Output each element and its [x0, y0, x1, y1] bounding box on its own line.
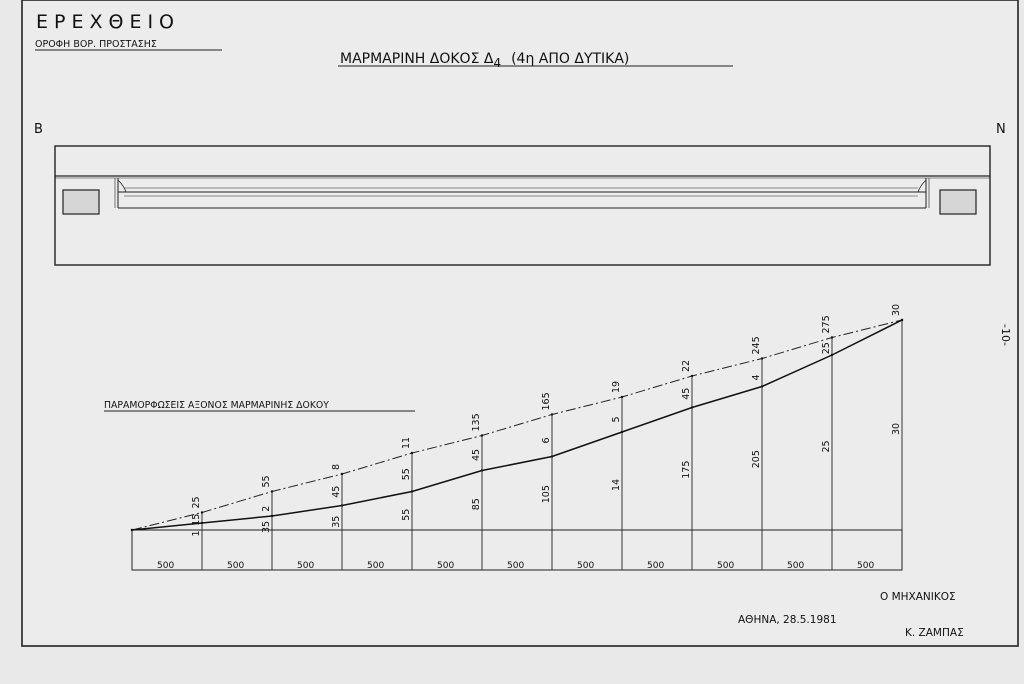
page-number: -10-: [999, 324, 1012, 346]
curve-label: 6: [541, 437, 552, 444]
station-label: 35: [331, 515, 342, 528]
station-label: 205: [751, 450, 762, 469]
reference-point: [551, 413, 553, 415]
station-label: 25: [821, 440, 832, 453]
upper-label: 22: [681, 359, 692, 372]
reference-point: [761, 357, 763, 359]
upper-label: 55: [261, 475, 272, 488]
curve-label: 15: [191, 513, 202, 526]
reference-point: [481, 434, 483, 436]
curve-point: [761, 385, 763, 387]
curve-label: 45: [681, 387, 692, 400]
span-label: 500: [227, 561, 245, 571]
station-label: 85: [471, 498, 482, 511]
span-label: 500: [437, 561, 455, 571]
reference-point: [691, 375, 693, 377]
upper-label: 30: [891, 303, 902, 316]
upper-label: 11: [401, 436, 412, 449]
span-label: 500: [367, 561, 385, 571]
reference-point: [621, 396, 623, 398]
sheet-border: [22, 0, 1018, 646]
upper-label: 245: [751, 336, 762, 355]
reference-point: [901, 319, 903, 321]
curve-label: 55: [401, 468, 412, 481]
upper-label: 19: [611, 380, 622, 393]
station-label: 55: [401, 508, 412, 521]
curve-point: [271, 515, 273, 517]
span-label: 500: [297, 561, 315, 571]
station-label: 1: [191, 530, 202, 537]
curve-label: 5: [611, 416, 622, 423]
station-label: 35: [261, 520, 272, 533]
main-title: ΜΑΡΜΑΡΙΝΗ ΔΟΚΟΣ Δ4 (4η ΑΠΟ ΔΥΤΙΚΑ): [340, 51, 630, 70]
span-label: 500: [857, 561, 875, 571]
reference-point: [341, 473, 343, 475]
span-label: 500: [647, 561, 665, 571]
upper-label: 165: [541, 392, 552, 411]
reference-point: [831, 336, 833, 338]
curve-point: [691, 406, 693, 408]
curve-point: [551, 455, 553, 457]
upper-label: 25: [191, 496, 202, 509]
curve-label: 2: [261, 505, 272, 512]
span-label: 500: [577, 561, 595, 571]
right-support-block: [940, 190, 976, 214]
span-label: 500: [717, 561, 735, 571]
upper-label: 8: [331, 463, 342, 470]
north-mark: Ν: [996, 122, 1006, 137]
left-support-block: [63, 190, 99, 214]
reference-point: [131, 529, 133, 531]
span-label: 500: [787, 561, 805, 571]
upper-label: 135: [471, 413, 482, 432]
curve-point: [481, 469, 483, 471]
curve-label: 45: [471, 448, 482, 461]
curve-point: [341, 504, 343, 506]
deflection-title: ΠΑΡΑΜΟΡΦΩΣΕΙΣ ΑΞΟΝΟΣ ΜΑΡΜΑΡΙΝΗΣ ΔΟΚΟΥ: [104, 400, 329, 411]
station-label: 14: [611, 478, 622, 491]
reference-point: [271, 490, 273, 492]
section-name: ΟΡΟΦΗ ΒΟΡ. ΠΡΟΣΤΑΣΗΣ: [35, 39, 157, 50]
span-label: 500: [157, 561, 175, 571]
curve-point: [621, 431, 623, 433]
reference-point: [201, 511, 203, 513]
curve-point: [411, 490, 413, 492]
span-label: 500: [507, 561, 525, 571]
building-name: ΕΡΕΧΘΕΙΟ: [36, 11, 181, 33]
place-date: ΑΘΗΝΑ, 28.5.1981: [738, 614, 837, 626]
curve-label: 45: [331, 485, 342, 498]
curve-label: 25: [821, 342, 832, 355]
curve-label: 4: [751, 374, 762, 381]
station-label: 30: [891, 422, 902, 435]
reference-point: [411, 452, 413, 454]
station-label: 105: [541, 485, 552, 504]
west-mark: Β: [34, 122, 43, 137]
engineer-role: Ο ΜΗΧΑΝΙΚΟΣ: [880, 591, 956, 603]
station-label: 175: [681, 460, 692, 479]
upper-label: 275: [821, 315, 832, 334]
engineer-name: Κ. ΖΑΜΠΑΣ: [905, 627, 964, 639]
